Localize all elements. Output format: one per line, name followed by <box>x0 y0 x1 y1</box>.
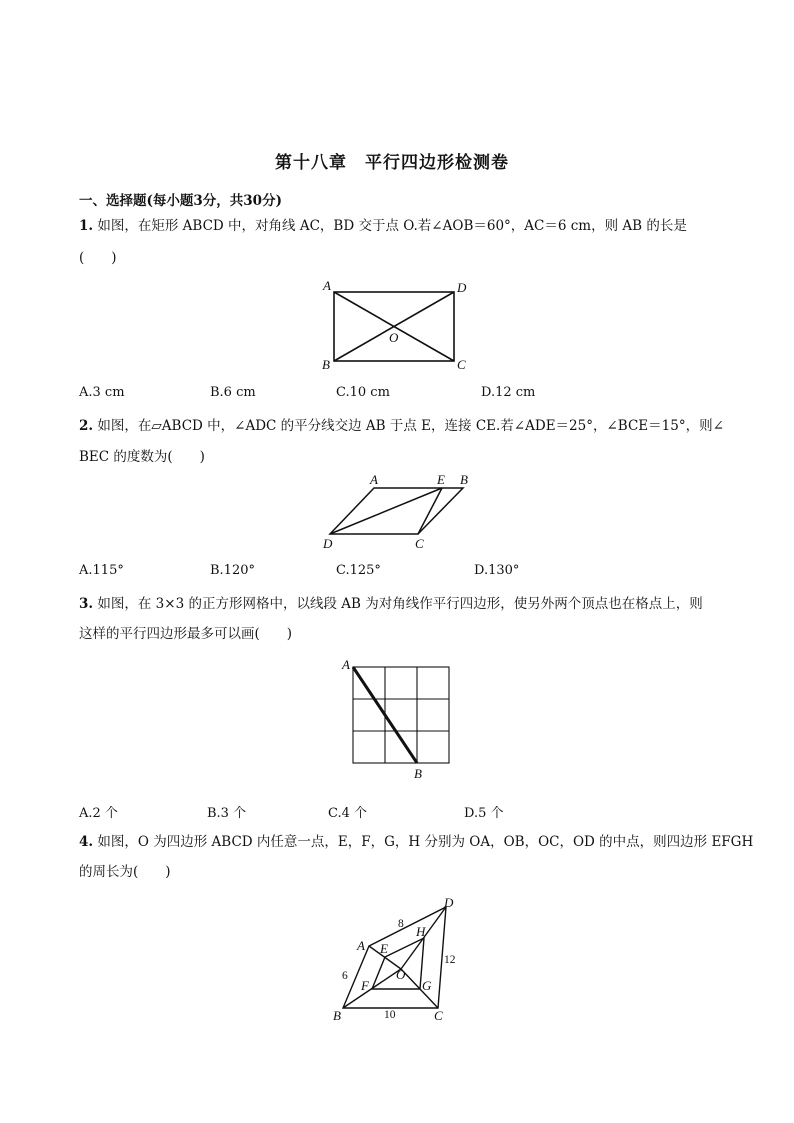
length-ad: 8 <box>398 918 404 930</box>
parallelogram-outline <box>330 488 463 534</box>
label-o: O <box>396 967 406 982</box>
section-heading: 一、选择题(每小题3分，共30分) <box>79 193 282 209</box>
label-b: B <box>333 1008 341 1023</box>
label-a: A <box>370 472 378 487</box>
figure-grid-3x3 <box>335 656 460 781</box>
label-a: A <box>342 657 350 672</box>
label-b: B <box>322 357 330 372</box>
question-text: 如图，在矩形 ABCD 中，对角线 AC，BD 交于点 O.若∠AOB＝60°，AC＝6 cm，则 AB 的长是 <box>97 218 687 234</box>
question-number: 2. <box>79 418 94 434</box>
figure-quadrilateral-abcd <box>325 893 470 1023</box>
option-c[interactable]: C.125° <box>336 563 381 578</box>
option-b[interactable]: B.6 cm <box>210 385 256 400</box>
segment-ec <box>418 488 442 534</box>
option-c[interactable]: C.4 个 <box>328 806 368 821</box>
option-d[interactable]: D.5 个 <box>464 806 504 821</box>
label-d: D <box>457 280 467 295</box>
question-3-line-1 <box>79 594 703 614</box>
length-cd: 12 <box>444 954 456 966</box>
grid-outline <box>353 667 449 763</box>
option-b[interactable]: B.120° <box>210 563 255 578</box>
question-number: 3. <box>79 596 94 612</box>
question-text: 如图，在 3×3 的正方形网格中，以线段 AB 为对角线作平行四边形，使另外两个顶点也在格点上，则 <box>97 596 703 612</box>
option-a[interactable]: A.2 个 <box>79 806 118 821</box>
label-f: F <box>361 978 369 993</box>
label-h: H <box>416 924 426 939</box>
question-2-line-2: BEC 的度数为( ) <box>79 449 205 465</box>
question-4-line-2: 的周长为( ) <box>79 864 171 880</box>
label-o: O <box>389 330 399 345</box>
option-d[interactable]: D.12 cm <box>481 385 536 400</box>
question-3-line-2: 这样的平行四边形最多可以画( ) <box>79 626 293 642</box>
question-1-line-1 <box>79 216 687 236</box>
length-ab: 6 <box>342 970 348 982</box>
label-a: A <box>323 278 331 293</box>
question-2-line-1 <box>79 416 724 436</box>
label-g: G <box>422 978 432 993</box>
question-text: 如图，在▱ABCD 中，∠ADC 的平分线交边 AB 于点 E，连接 CE.若∠ADE＝25°，∠BCE＝15°，则∠ <box>97 418 724 434</box>
page-title: 第十八章 平行四边形检测卷 <box>275 153 509 173</box>
label-d: D <box>444 895 454 910</box>
figure-rectangle-abcd <box>318 277 478 372</box>
question-4-line-1 <box>79 832 753 852</box>
figure-parallelogram-abcd <box>318 470 478 552</box>
length-bc: 10 <box>384 1009 396 1021</box>
option-a[interactable]: A.115° <box>79 563 124 578</box>
option-a[interactable]: A.3 cm <box>79 385 125 400</box>
label-c: C <box>457 357 466 372</box>
label-c: C <box>434 1008 443 1023</box>
label-c: C <box>415 536 424 551</box>
option-c[interactable]: C.10 cm <box>336 385 390 400</box>
label-a: A <box>357 938 365 953</box>
question-number: 4. <box>79 834 94 850</box>
question-1-line-2: ( ) <box>79 250 117 266</box>
question-number: 1. <box>79 218 94 234</box>
label-e: E <box>437 472 445 487</box>
label-e: E <box>380 941 388 956</box>
option-b[interactable]: B.3 个 <box>207 806 247 821</box>
label-b: B <box>460 472 468 487</box>
option-d[interactable]: D.130° <box>474 563 520 578</box>
question-text: 如图，O 为四边形 ABCD 内任意一点，E，F，G，H 分别为 OA，OB，OC，OD 的中点，则四边形 EFGH <box>97 834 754 850</box>
label-b: B <box>414 766 422 781</box>
label-d: D <box>323 536 333 551</box>
